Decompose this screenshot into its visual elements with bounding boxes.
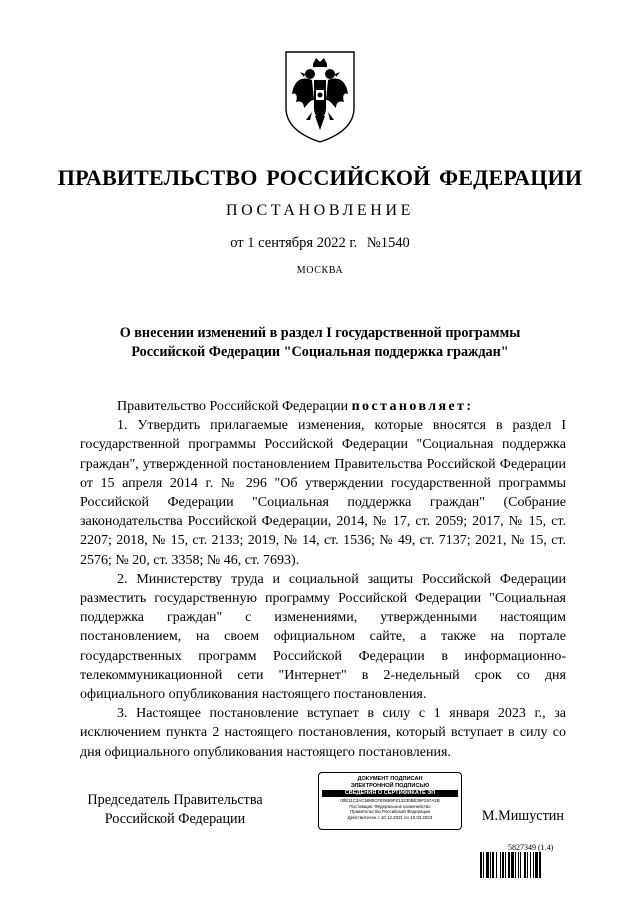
document-city: МОСКВА	[296, 265, 344, 276]
intro-paragraph	[80, 397, 566, 416]
paragraph-3: 3. Настоящее постановление вступает в силу с 1 января 2023 г., за исключением пункта 2 настоящего постановления, который вступает в силу со дня официального опубликования настоящего постановления.	[80, 706, 566, 760]
stamp-line1: ДОКУМЕНТ ПОДПИСАН	[357, 776, 423, 782]
stamp-line2: ЭЛЕКТРОННОЙ ПОДПИСЬЮ	[350, 782, 430, 789]
stamp-certificate-number: 00E11C3AC5880CFE0689FE13230BE39F297A2B	[340, 798, 440, 803]
signatory-position-line2: Российской Федерации	[104, 811, 246, 827]
document-reference: 5827349 (1.4)	[508, 843, 554, 852]
government-title: ПРАВИТЕЛЬСТВО РОССИЙСКОЙ ФЕДЕРАЦИИ	[57, 165, 583, 190]
document-title	[80, 324, 560, 362]
coat-of-arms-icon	[282, 50, 358, 144]
document-title-line2: Российской Федерации "Социальная поддержка граждан"	[131, 344, 509, 360]
stamp-provider: Поставщик: Федеральное казначейство	[349, 803, 431, 809]
stamp-certificate-band: СВЕДЕНИЯ О СЕРТИФИКАТЕ ЭП	[322, 790, 458, 797]
document-body	[80, 397, 566, 762]
signatory-name: М.Мишустин	[481, 808, 564, 824]
document-date-number	[0, 235, 640, 252]
intro-prefix: Правительство Российской Федерации	[117, 399, 349, 414]
stamp-owner: Правительство Российской Федерации	[350, 809, 430, 815]
paragraph-1: 1. Утвердить прилагаемые изменения, которые вносятся в раздел I государственной программы Российской Федерации "Социальная поддержка граждан", утвержденной постановлением Правительства Российской Федерации от 15 апреля 2014 г. № 296 "Об утверждении государственной программы Российской Федерации "Социальная поддержка граждан" (Собрание законодательства Российской Федерации, 2014, № 17, ст. 2059; 2017, № 15, ст. 2207; 2018, № 15, ст. 2133; 2019, № 14, ст. 1536; № 49, ст. 7137; 2021, № 15, ст. 2576; № 20, ст. 3358; № 46, ст. 7693).	[80, 418, 566, 568]
document-type: ПОСТАНОВЛЕНИЕ	[226, 202, 414, 219]
signatory-position-line1: Председатель Правительства	[87, 792, 263, 808]
document-date: от 1 сентября 2022 г.	[230, 235, 358, 251]
electronic-signature-stamp	[318, 772, 462, 830]
paragraph-2: 2. Министерству труда и социальной защиты Российской Федерации разместить государственную программу Российской Федерации "Социальная поддержка граждан" с изменениями, утвержденными настоящим постановлением, на своем официальном сайте, а также на портале государственных программ Российской Федерации в информационно-телекоммуникационной сети "Интернет" в 2-недельный срок со дня официального опубликования настоящего постановления.	[80, 571, 566, 703]
document-number: №1540	[366, 235, 410, 251]
signatory-position	[80, 791, 270, 829]
stamp-validity: Действителен с 10.12.2021 по 10.03.2023	[347, 815, 433, 821]
barcode-icon	[480, 852, 566, 878]
decree-word: постановляет:	[351, 399, 474, 414]
document-title-line1: О внесении изменений в раздел I государственной программы	[119, 325, 521, 341]
